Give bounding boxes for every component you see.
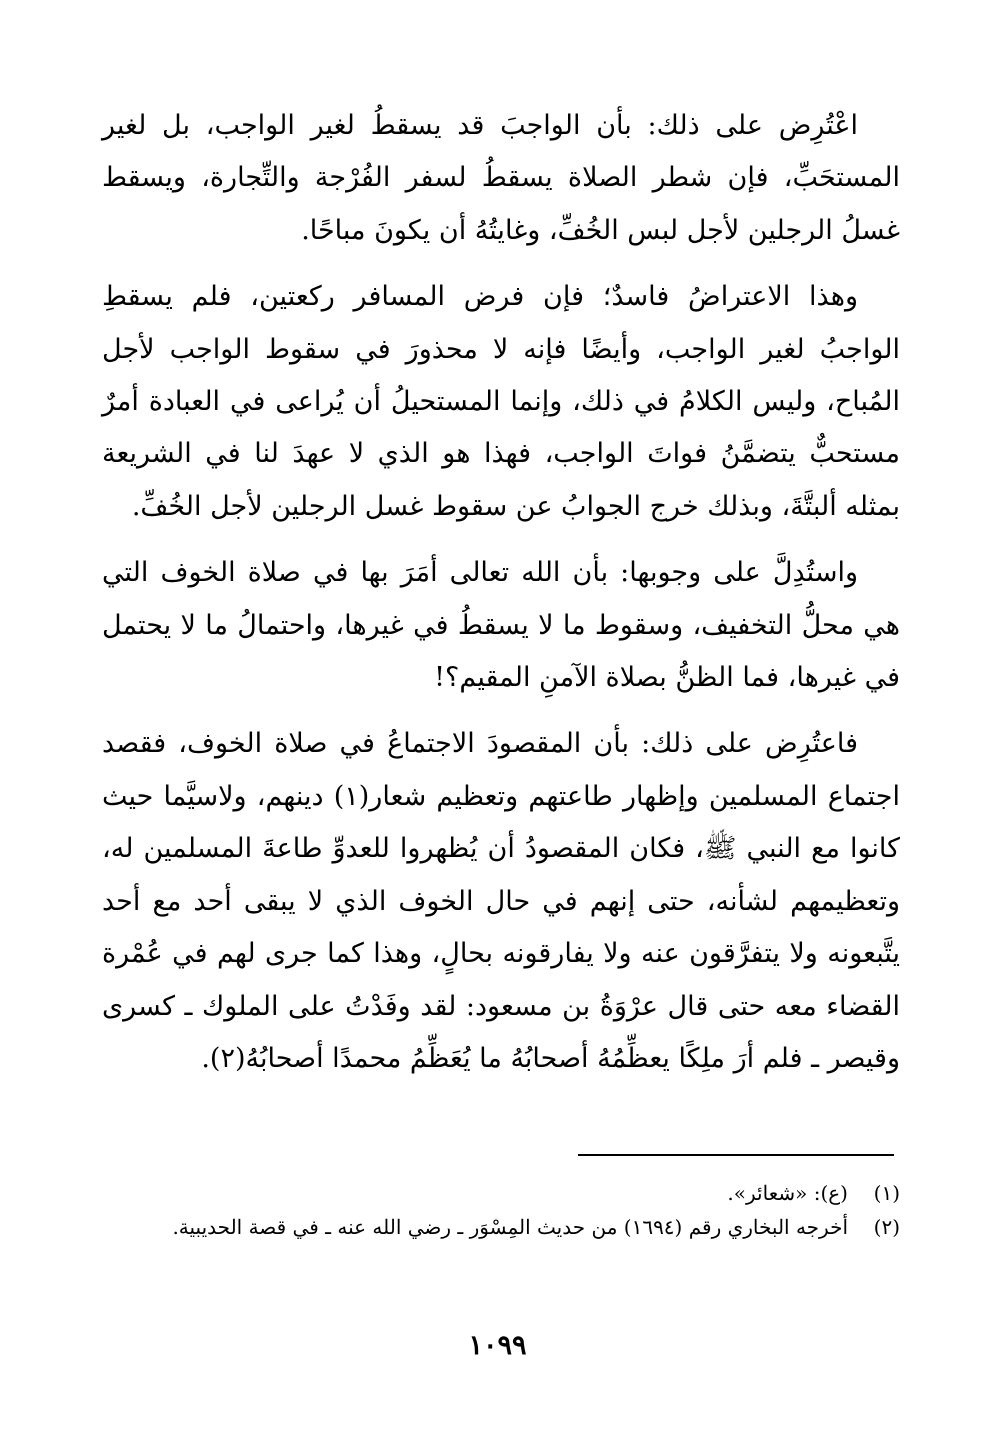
footnotes: [102, 1176, 900, 1244]
paragraph-second-objection: فاعتُرِض على ذلك: بأن المقصودَ الاجتماعُ في صلاة الخوف، فقصد اجتماع المسلمين وإظهار طاعتهم وتعظيم شعار(١) دينهم، ولاسيَّما حيث كانوا مع النبي ﷺ، فكان المقصودُ أن يُظهروا للعدوِّ طاعةَ المسلمين له، وتعظيمهم لشأنه، حتى إنهم في حال الخوف الذي لا يبقى أحد مع أحد يتَّبعونه ولا يتفرَّقون عنه ولا يفارقونه بحالٍ، وهذا كما جرى لهم في عُمْرة القضاء معه حتى قال عرْوَةُ بن مسعود: لقد وفَدْتُ على الملوك ـ كسرى وقيصر ـ فلم أرَ ملِكًا يعظِّمُهُ أصحابُهُ ما يُعَظِّمُ محمدًا أصحابُهُ(٢).: [102, 728, 900, 1074]
page-number: ١٠٩٩: [468, 1330, 527, 1361]
paragraph-rebuttal: وهذا الاعتراضُ فاسدٌ؛ فإن فرض المسافر ركعتين، فلم يسقطِ الواجبُ لغير الواجب، وأيضًا فإنه لا محذورَ في سقوط الواجب لأجل المُباح، وليس الكلامُ في ذلك، وإنما المستحيلُ أن يُراعى في العبادة أمرٌ مستحبٌّ يتضمَّنُ فواتَ الواجب، فهذا هو الذي لا عهدَ لنا في الشريعة بمثله ألبتَّةَ، وبذلك خرج الجوابُ عن سقوط غسل الرجلين لأجل الخُفِّ.: [102, 281, 900, 522]
footnote-1: [102, 1176, 900, 1210]
paragraph-fear-prayer-evidence: واستُدِلَّ على وجوبها: بأن الله تعالى أمَرَ بها في صلاة الخوف التي هي محلُّ التخفيف، وسقوط ما لا يسقطُ في غيرها، واحتمالُ ما لا يحتمل في غيرها، فما الظنُّ بصلاة الآمنِ المقيم؟!: [102, 557, 900, 694]
paragraph-objection-obligation: اعْتُرِض على ذلك: بأن الواجبَ قد يسقطُ لغير الواجب، بل لغير المستحَبِّ، فإن شطر الصلاة يسقطُ لسفر الفُرْجة والتِّجارة، ويسقط غسلُ الرجلين لأجل لبس الخُفِّ، وغايتُهُ أن يكونَ مباحًا.: [102, 110, 900, 246]
main-text: [102, 100, 900, 1085]
footnote-2: [102, 1210, 900, 1244]
footnote-divider: [578, 1154, 894, 1156]
footnote-text: (ع): «شعائر».: [727, 1181, 848, 1205]
footnote-text: أخرجه البخاري رقم (١٦٩٤) من حديث المِسْوَر ـ رضي الله عنه ـ في قصة الحديبية.: [172, 1215, 848, 1239]
footnote-number: (١): [873, 1181, 900, 1205]
footnote-number: (٢): [873, 1215, 900, 1239]
